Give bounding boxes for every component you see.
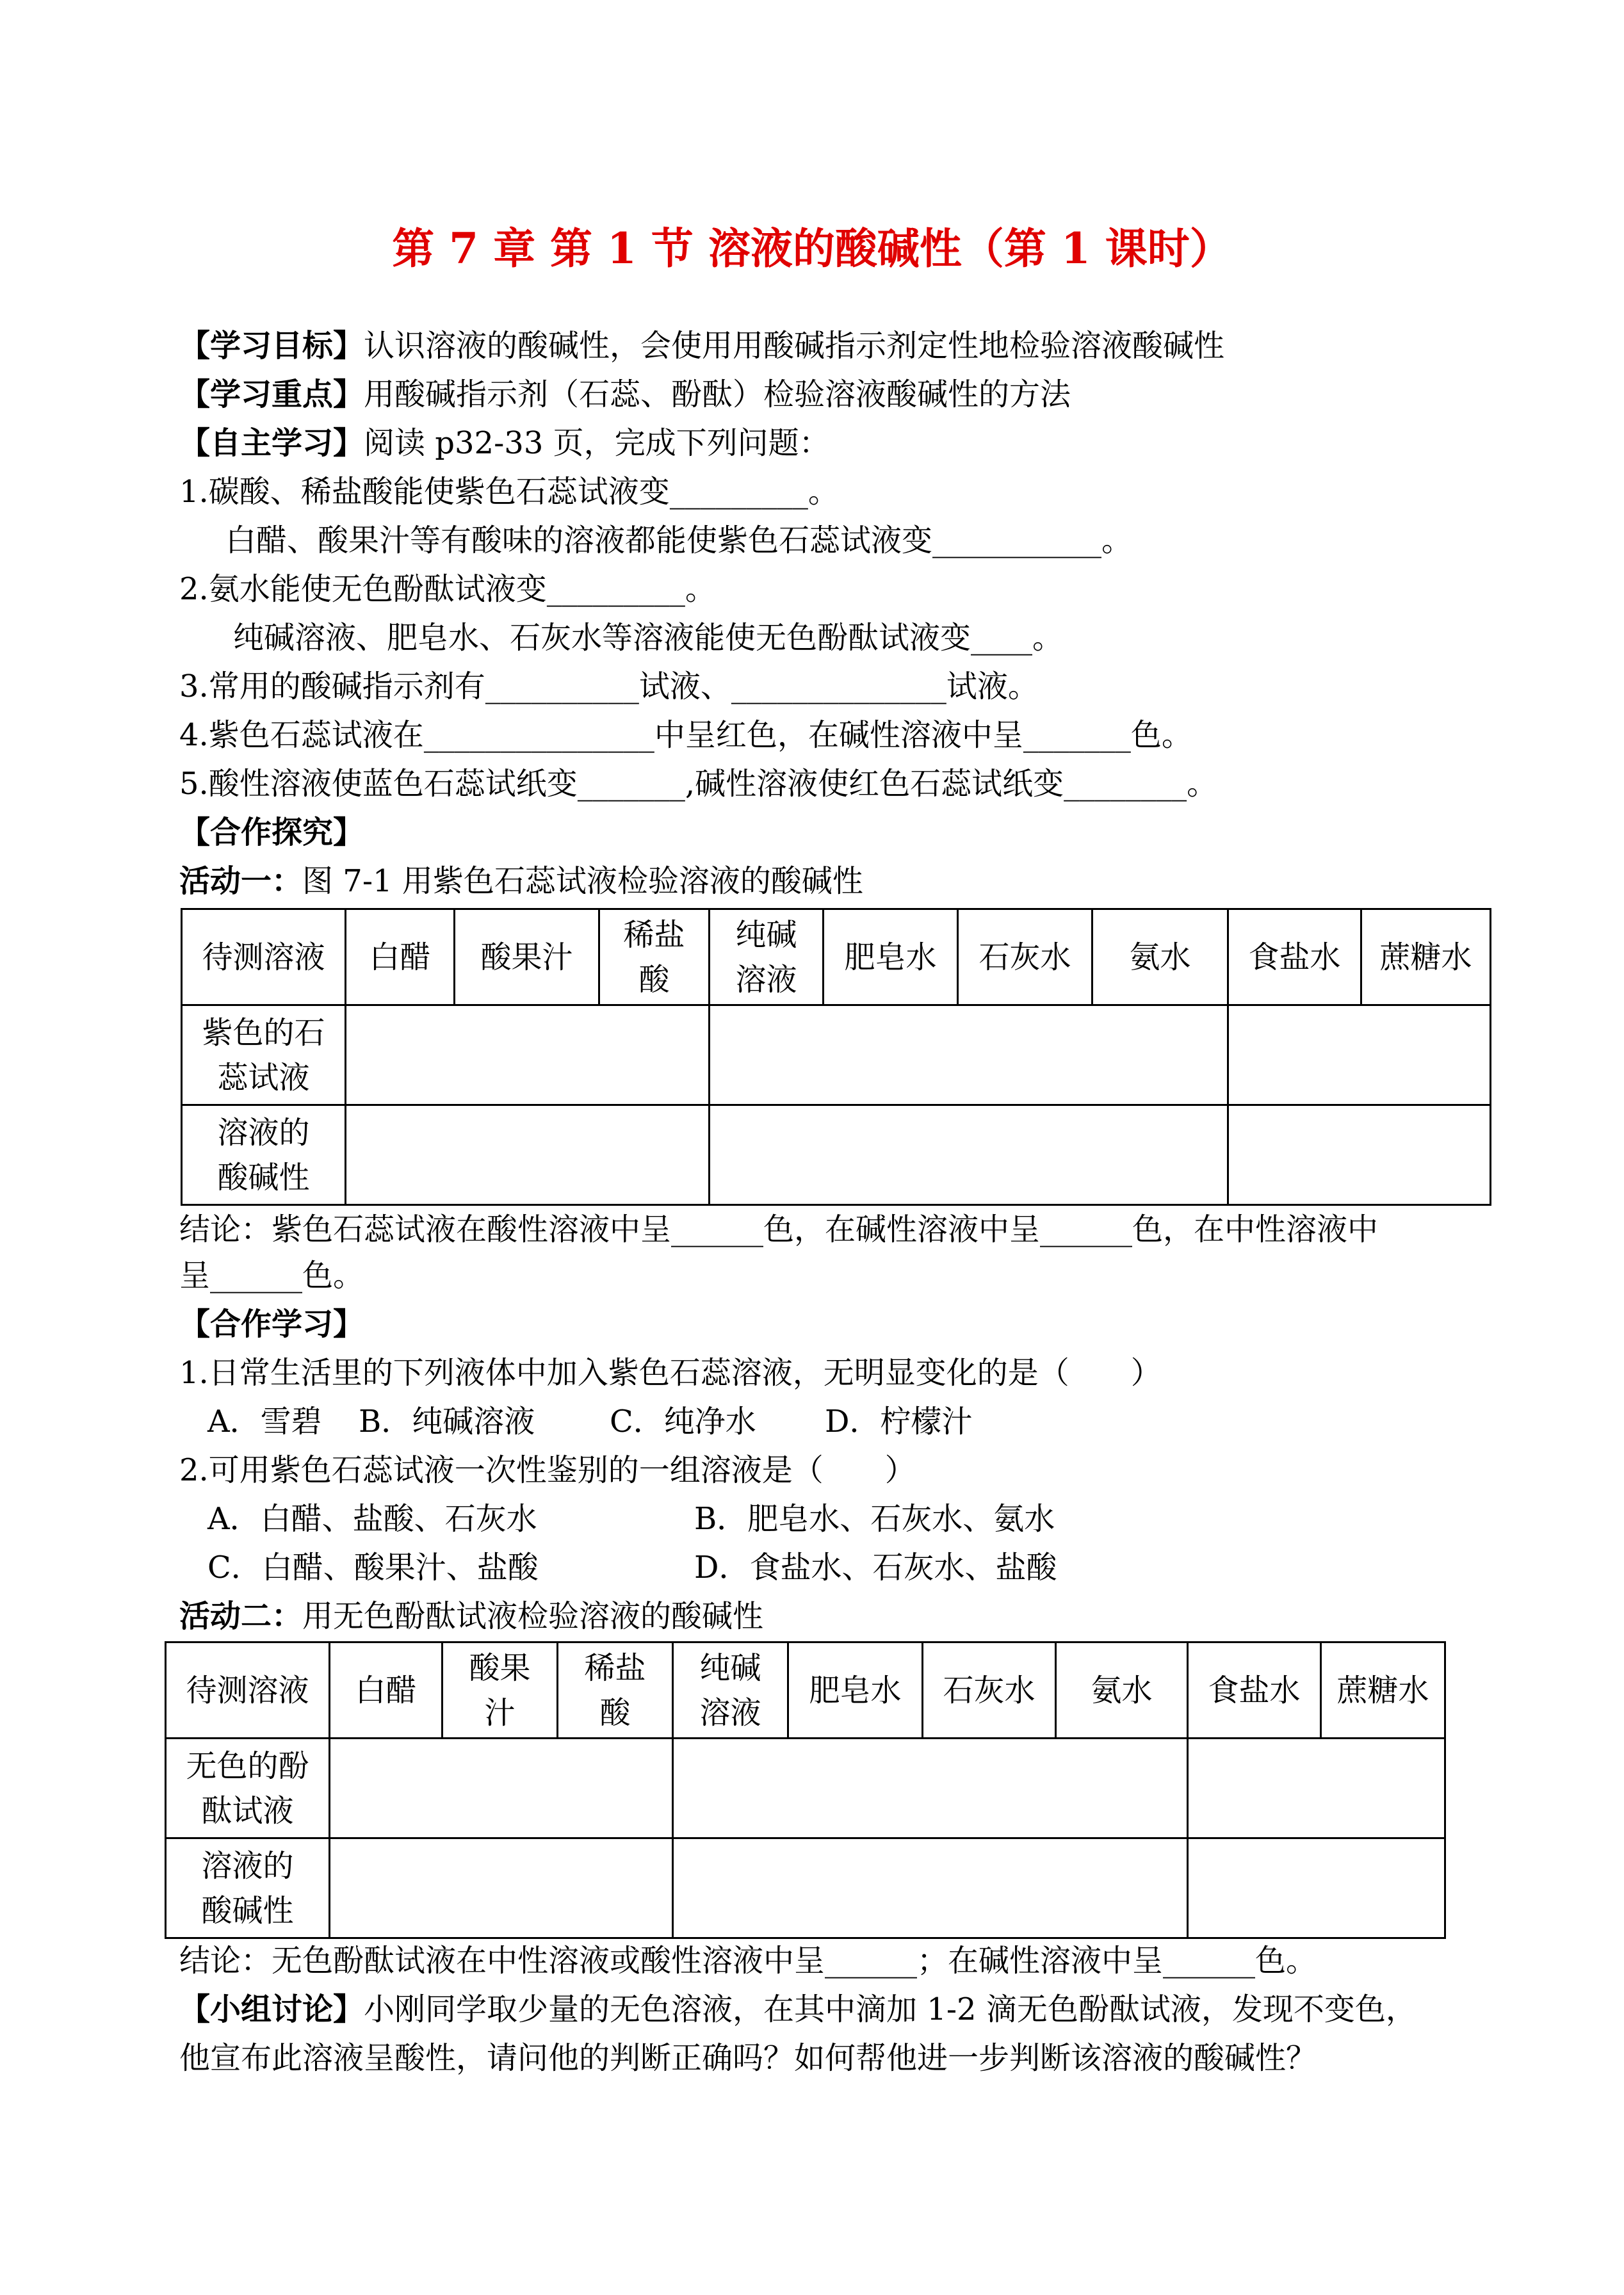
answer-cell[interactable]: [346, 1105, 710, 1205]
question-text: 纯碱溶液、肥皂水、石灰水等溶液能使无色酚酞试液变: [233, 620, 971, 656]
answer-blank: _________: [546, 571, 685, 607]
activity-1-conclusion-line-2: [179, 1256, 364, 1295]
answer-blank: ____: [971, 620, 1033, 656]
answer-blank: _________: [669, 474, 808, 510]
self-study-label: 【自主学习】: [179, 425, 364, 461]
activity-2-text: 用无色酚酞试液检验溶液的酸碱性: [302, 1598, 764, 1634]
answer-cell[interactable]: [1188, 1838, 1445, 1938]
learning-goal-label: 【学习目标】: [179, 328, 364, 364]
table-header-cell: 待测溶液: [182, 909, 346, 1005]
group-discussion-text: 小刚同学取少量的无色溶液，在其中滴加 1-2 滴无色酚酞试液，发现不变色，: [364, 1991, 1417, 2027]
learning-focus-text: 用酸碱指示剂（石蕊、酚酞）检验溶液酸碱性的方法: [364, 377, 1071, 412]
question-end: 。: [1101, 523, 1133, 558]
activity-1-heading: [179, 862, 863, 900]
question-1a: [179, 473, 839, 511]
table-row: [166, 1838, 1445, 1938]
coop-question-1-options: [207, 1402, 973, 1441]
table-header-cell: 肥皂水: [824, 909, 958, 1005]
answer-cell[interactable]: [1188, 1739, 1445, 1838]
phenolphthalein-table: [165, 1641, 1446, 1939]
option-d: D．柠檬汁: [825, 1404, 973, 1439]
question-text: 白醋、酸果汁等有酸味的溶液都能使紫色石蕊试液变: [225, 523, 933, 558]
coop-question-1: 1.日常生活里的下列液体中加入紫色石蕊溶液，无明显变化的是（ ）: [179, 1355, 1162, 1391]
option-b: B．肥皂水、石灰水、氨水: [694, 1501, 1055, 1537]
answer-cell[interactable]: [1228, 1105, 1491, 1205]
table-header-cell: 氨水: [1092, 909, 1228, 1005]
learning-goal: [179, 327, 1224, 365]
option-a: A．白醋、盐酸、石灰水: [207, 1501, 537, 1537]
answer-blank: ______________: [731, 669, 946, 704]
answer-blank: ______: [1163, 1943, 1256, 1979]
answer-cell[interactable]: [673, 1739, 1188, 1838]
question-text: 5.酸性溶液使蓝色石蕊试纸变: [179, 766, 578, 802]
row-label: 无色的酚酞试液: [186, 1748, 309, 1829]
conclusion-text: 呈: [179, 1258, 211, 1293]
answer-blank: _______________: [423, 717, 654, 753]
header-text: 稀盐酸: [584, 1650, 646, 1731]
table-header-cell: [710, 909, 824, 1005]
learning-focus: [179, 375, 1071, 414]
self-study: [179, 424, 830, 462]
table-header-row: [182, 909, 1491, 1005]
conclusion-text: ；在碱性溶液中呈: [917, 1943, 1164, 1979]
question-3: [179, 667, 1039, 706]
table-header-cell: 酸果汁: [455, 909, 599, 1005]
answer-blank: _______: [1023, 717, 1131, 753]
option-b: B．纯碱溶液: [359, 1404, 535, 1439]
table-header-cell: 白醋: [346, 909, 455, 1005]
conclusion-text: 结论：无色酚酞试液在中性溶液或酸性溶液中呈: [179, 1943, 825, 1979]
question-4: [179, 716, 1192, 754]
row-label-cell: [166, 1838, 330, 1938]
cooperative-study-label: 【合作学习】: [179, 1306, 364, 1342]
question-text: 1.碳酸、稀盐酸能使紫色石蕊试液变: [179, 474, 670, 510]
table-header-cell: [599, 909, 710, 1005]
question-5: [179, 765, 1217, 803]
coop-question-2-options-row-2: [207, 1548, 1057, 1587]
option-c: C．白醋、酸果汁、盐酸: [207, 1550, 539, 1585]
option-a: A．雪碧: [207, 1404, 322, 1439]
group-discussion: [179, 1990, 1417, 2029]
answer-blank: ______: [210, 1258, 303, 1293]
table-header-cell: 白醋: [330, 1642, 443, 1739]
answer-blank: ______: [671, 1212, 764, 1247]
question-text: 3.常用的酸碱指示剂有: [179, 669, 485, 704]
answer-cell[interactable]: [710, 1005, 1228, 1105]
activity-1-text: 图 7-1 用紫色石蕊试液检验溶液的酸碱性: [302, 863, 863, 899]
answer-blank: _______: [577, 766, 685, 802]
row-label-cell: [166, 1739, 330, 1838]
answer-cell[interactable]: [1228, 1005, 1491, 1105]
table-header-cell: [673, 1642, 788, 1739]
table-header-cell: 石灰水: [958, 909, 1092, 1005]
question-end: 色。: [1130, 717, 1192, 753]
row-label-cell: [182, 1005, 346, 1105]
question-2b: [233, 619, 1063, 657]
table-row: [182, 1005, 1491, 1105]
learning-goal-text: 认识溶液的酸碱性，会使用用酸碱指示剂定性地检验溶液酸碱性: [364, 328, 1225, 364]
table-header-cell: 待测溶液: [166, 1642, 330, 1739]
conclusion-text: 色，在碱性溶液中呈: [763, 1212, 1041, 1247]
group-discussion-label: 【小组讨论】: [179, 1991, 364, 2027]
row-label: 紫色的石蕊试液: [202, 1014, 325, 1096]
question-2a: [179, 570, 716, 608]
page-title: 第 7 章 第 1 节 溶液的酸碱性（第 1 课时）: [392, 223, 1232, 273]
header-text: 纯碱溶液: [699, 1650, 761, 1731]
header-text: 稀盐酸: [623, 916, 685, 998]
question-end: 。: [1187, 766, 1218, 802]
header-text: 纯碱溶液: [735, 916, 797, 998]
question-text: 4.紫色石蕊试液在: [179, 717, 424, 753]
coop-question-2-options-row-1: [207, 1500, 1055, 1538]
question-end: 。: [1032, 620, 1064, 656]
question-end: 。: [808, 474, 839, 510]
activity-2-label: 活动二：: [179, 1598, 303, 1634]
self-study-text: 阅读 p32-33 页，完成下列问题：: [364, 425, 830, 461]
table-header-row: [166, 1642, 1445, 1739]
table-header-cell: 肥皂水: [788, 1642, 923, 1739]
option-d: D．食盐水、石灰水、盐酸: [694, 1550, 1057, 1585]
question-1b: [225, 521, 1132, 560]
table-header-cell: [558, 1642, 673, 1739]
group-discussion-line-2: 他宣布此溶液呈酸性，请问他的判断正确吗？如何帮他进一步判断该溶液的酸碱性？: [179, 2040, 1317, 2076]
conclusion-text: 色。: [302, 1258, 364, 1293]
option-c: C．纯净水: [610, 1404, 756, 1439]
activity-2-conclusion: [179, 1942, 1317, 1980]
table-header-cell: 食盐水: [1228, 909, 1361, 1005]
header-text: 酸果汁: [469, 1650, 531, 1731]
answer-cell[interactable]: [710, 1105, 1228, 1205]
table-row: [182, 1105, 1491, 1205]
litmus-table: [181, 908, 1491, 1206]
conclusion-text: 色。: [1255, 1943, 1317, 1979]
question-text: 中呈红色，在碱性溶液中呈: [654, 717, 1023, 753]
conclusion-text: 结论：紫色石蕊试液在酸性溶液中呈: [179, 1212, 672, 1247]
answer-cell[interactable]: [330, 1838, 673, 1938]
answer-blank: ______: [825, 1943, 918, 1979]
question-text: ,碱性溶液使红色石蕊试纸变: [685, 766, 1064, 802]
learning-focus-label: 【学习重点】: [179, 377, 364, 412]
activity-1-label: 活动一：: [179, 863, 303, 899]
question-text: 试液、: [638, 669, 731, 704]
answer-cell[interactable]: [330, 1739, 673, 1838]
table-header-cell: 氨水: [1056, 1642, 1188, 1739]
table-row: [166, 1739, 1445, 1838]
conclusion-text: 色，在中性溶液中: [1132, 1212, 1379, 1247]
table-header-cell: [443, 1642, 558, 1739]
activity-1-conclusion: [179, 1210, 1378, 1249]
answer-cell[interactable]: [673, 1838, 1188, 1938]
question-end: 试液。: [946, 669, 1039, 704]
coop-question-2: 2.可用紫色石蕊试液一次性鉴别的一组溶液是（ ）: [179, 1452, 916, 1488]
table-header-cell: 蔗糖水: [1361, 909, 1491, 1005]
answer-blank: ___________: [932, 523, 1102, 558]
row-label: 溶液的酸碱性: [217, 1114, 310, 1196]
cooperative-explore-label: 【合作探究】: [179, 815, 364, 850]
row-label-cell: [182, 1105, 346, 1205]
table-header-cell: 石灰水: [923, 1642, 1056, 1739]
table-header-cell: 食盐水: [1188, 1642, 1321, 1739]
table-header-cell: 蔗糖水: [1321, 1642, 1445, 1739]
question-text: 2.氨水能使无色酚酞试液变: [179, 571, 547, 607]
activity-2-heading: [179, 1597, 763, 1635]
answer-blank: ________: [1064, 766, 1187, 802]
answer-cell[interactable]: [346, 1005, 710, 1105]
answer-blank: __________: [485, 669, 639, 704]
row-label: 溶液的酸碱性: [201, 1847, 294, 1929]
question-end: 。: [685, 571, 716, 607]
answer-blank: ______: [1040, 1212, 1133, 1247]
